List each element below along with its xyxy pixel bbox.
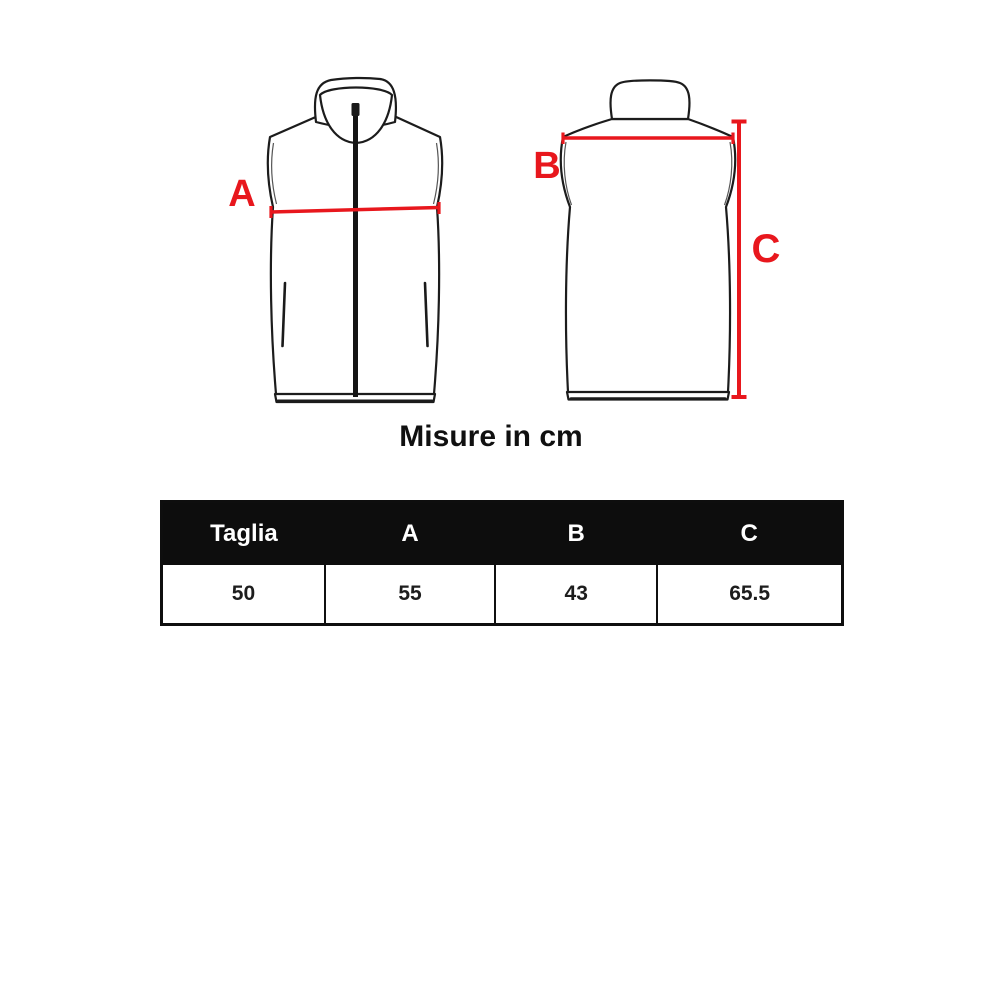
size-table-cell-b: 43	[495, 565, 657, 625]
measure-label-b: B	[533, 145, 561, 187]
size-table-header-c: C	[657, 502, 842, 566]
page-title: Misure in cm	[399, 420, 583, 453]
size-table-cell-a: 55	[325, 565, 495, 625]
vest-back-body-outline	[561, 119, 735, 392]
vest-front-illustration	[268, 78, 442, 402]
size-table-header-taglia: Taglia	[162, 502, 325, 566]
measure-label-c: C	[751, 227, 781, 271]
vest-front-zipper-pull	[352, 103, 360, 116]
size-table-cell-c: 65.5	[657, 565, 842, 625]
size-table	[160, 500, 844, 626]
size-table-header-row	[162, 502, 843, 566]
size-table-row	[162, 565, 843, 625]
size-table-header-a: A	[325, 502, 495, 566]
vest-back-collar	[611, 80, 690, 119]
measure-label-a: A	[228, 173, 256, 215]
vest-back-illustration	[561, 80, 747, 399]
size-table-cell-taglia: 50	[162, 565, 325, 625]
size-table-header-b: B	[495, 502, 657, 566]
